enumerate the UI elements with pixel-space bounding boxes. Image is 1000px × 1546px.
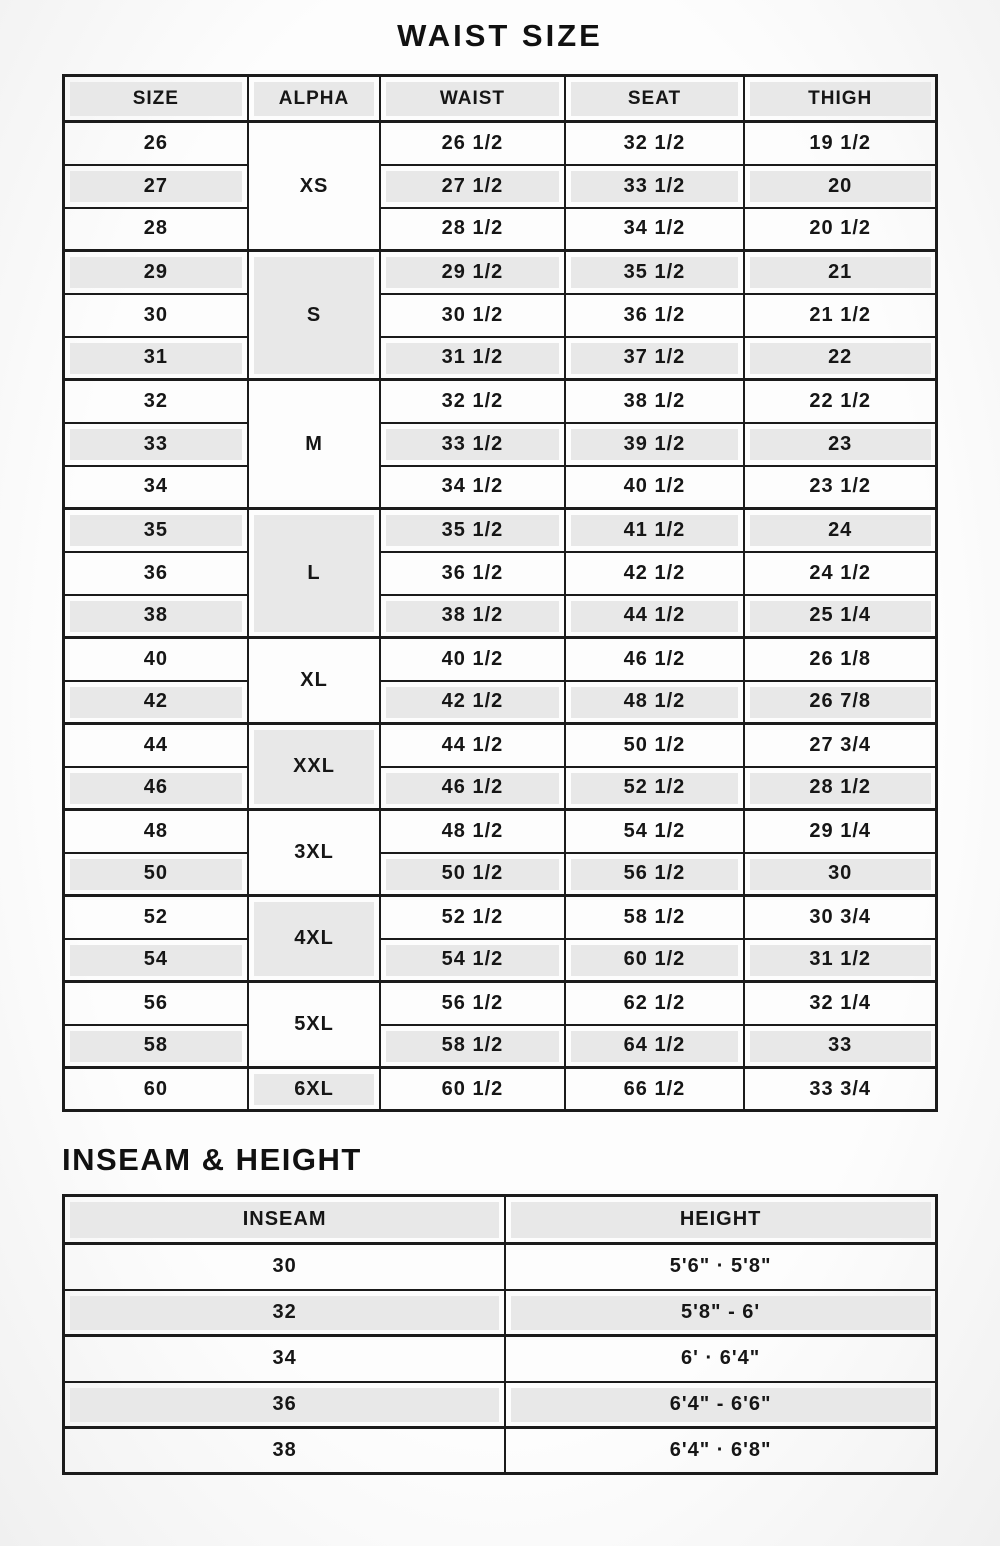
column-header-alpha: ALPHA (248, 76, 381, 122)
seat-cell: 46 1/2 (565, 638, 745, 681)
seat-cell: 60 1/2 (565, 939, 745, 982)
table-row (64, 939, 937, 982)
thigh-cell: 22 1/2 (744, 380, 936, 423)
waist-cell: 46 1/2 (380, 767, 564, 810)
table-row (64, 423, 937, 466)
seat-cell: 62 1/2 (565, 982, 745, 1025)
thigh-cell: 29 1/4 (744, 810, 936, 853)
size-cell: 44 (64, 724, 248, 767)
size-cell: 36 (64, 552, 248, 595)
alpha-cell: XS (248, 122, 381, 251)
thigh-cell: 20 (744, 165, 936, 208)
size-cell: 54 (64, 939, 248, 982)
thigh-cell: 24 1/2 (744, 552, 936, 595)
thigh-cell: 26 7/8 (744, 681, 936, 724)
thigh-cell: 21 1/2 (744, 294, 936, 337)
waist-cell: 33 1/2 (380, 423, 564, 466)
table-row (64, 1336, 937, 1382)
alpha-cell: L (248, 509, 381, 638)
height-cell: 6'4" - 6'6" (505, 1382, 936, 1428)
size-cell: 46 (64, 767, 248, 810)
table-row (64, 982, 937, 1025)
waist-cell: 54 1/2 (380, 939, 564, 982)
size-cell: 26 (64, 122, 248, 165)
seat-cell: 37 1/2 (565, 337, 745, 380)
table-row (64, 294, 937, 337)
column-header-seat: SEAT (565, 76, 745, 122)
table-row (64, 208, 937, 251)
size-cell: 30 (64, 294, 248, 337)
thigh-cell: 28 1/2 (744, 767, 936, 810)
waist-cell: 40 1/2 (380, 638, 564, 681)
table-row (64, 165, 937, 208)
table-row (64, 552, 937, 595)
thigh-cell: 32 1/4 (744, 982, 936, 1025)
size-cell: 34 (64, 466, 248, 509)
column-header-waist: WAIST (380, 76, 564, 122)
thigh-cell: 27 3/4 (744, 724, 936, 767)
waist-cell: 27 1/2 (380, 165, 564, 208)
column-header-height: HEIGHT (505, 1196, 936, 1244)
inseam-cell: 32 (64, 1290, 506, 1336)
alpha-cell: M (248, 380, 381, 509)
size-cell: 28 (64, 208, 248, 251)
table-row (64, 1244, 937, 1290)
inseam-cell: 36 (64, 1382, 506, 1428)
size-cell: 52 (64, 896, 248, 939)
seat-cell: 41 1/2 (565, 509, 745, 552)
table-row (64, 681, 937, 724)
column-header-thigh: THIGH (744, 76, 936, 122)
alpha-cell: 4XL (248, 896, 381, 982)
page-title: WAIST SIZE (397, 18, 603, 53)
table-row (64, 1025, 937, 1068)
table-row (64, 1382, 937, 1428)
size-cell: 27 (64, 165, 248, 208)
column-header-size: SIZE (64, 76, 248, 122)
waist-cell: 26 1/2 (380, 122, 564, 165)
seat-cell: 42 1/2 (565, 552, 745, 595)
table-row (64, 509, 937, 552)
thigh-cell: 25 1/4 (744, 595, 936, 638)
seat-cell: 34 1/2 (565, 208, 745, 251)
seat-cell: 35 1/2 (565, 251, 745, 294)
thigh-cell: 21 (744, 251, 936, 294)
thigh-cell: 33 (744, 1025, 936, 1068)
waist-table-header-row (64, 76, 937, 122)
table-row (64, 896, 937, 939)
waist-cell: 58 1/2 (380, 1025, 564, 1068)
alpha-cell: S (248, 251, 381, 380)
alpha-cell: 5XL (248, 982, 381, 1068)
waist-cell: 44 1/2 (380, 724, 564, 767)
thigh-cell: 26 1/8 (744, 638, 936, 681)
size-cell: 40 (64, 638, 248, 681)
thigh-cell: 19 1/2 (744, 122, 936, 165)
table-row (64, 810, 937, 853)
table-row (64, 1428, 937, 1474)
size-cell: 56 (64, 982, 248, 1025)
seat-cell: 33 1/2 (565, 165, 745, 208)
waist-cell: 29 1/2 (380, 251, 564, 294)
seat-cell: 48 1/2 (565, 681, 745, 724)
thigh-cell: 31 1/2 (744, 939, 936, 982)
table-row (64, 853, 937, 896)
table-row (64, 337, 937, 380)
inseam-height-table (62, 1194, 938, 1475)
alpha-cell: 3XL (248, 810, 381, 896)
inseam-cell: 38 (64, 1428, 506, 1474)
waist-cell: 42 1/2 (380, 681, 564, 724)
size-cell: 35 (64, 509, 248, 552)
inseam-cell: 34 (64, 1336, 506, 1382)
height-cell: 5'6" · 5'8" (505, 1244, 936, 1290)
waist-cell: 52 1/2 (380, 896, 564, 939)
thigh-cell: 20 1/2 (744, 208, 936, 251)
section-title-inseam-height: INSEAM & HEIGHT (62, 1142, 362, 1177)
size-cell: 38 (64, 595, 248, 638)
size-cell: 58 (64, 1025, 248, 1068)
seat-cell: 36 1/2 (565, 294, 745, 337)
inseam-table-header-row (64, 1196, 937, 1244)
waist-cell: 48 1/2 (380, 810, 564, 853)
waist-cell: 35 1/2 (380, 509, 564, 552)
thigh-cell: 30 (744, 853, 936, 896)
thigh-cell: 22 (744, 337, 936, 380)
seat-cell: 56 1/2 (565, 853, 745, 896)
thigh-cell: 33 3/4 (744, 1068, 936, 1111)
table-row (64, 595, 937, 638)
seat-cell: 32 1/2 (565, 122, 745, 165)
table-row (64, 1290, 937, 1336)
waist-cell: 56 1/2 (380, 982, 564, 1025)
seat-cell: 58 1/2 (565, 896, 745, 939)
waist-cell: 38 1/2 (380, 595, 564, 638)
waist-cell: 60 1/2 (380, 1068, 564, 1111)
table-row (64, 466, 937, 509)
seat-cell: 39 1/2 (565, 423, 745, 466)
alpha-cell: XL (248, 638, 381, 724)
waist-cell: 34 1/2 (380, 466, 564, 509)
seat-cell: 40 1/2 (565, 466, 745, 509)
size-cell: 60 (64, 1068, 248, 1111)
alpha-cell: XXL (248, 724, 381, 810)
waist-size-table (62, 74, 938, 1112)
size-cell: 48 (64, 810, 248, 853)
thigh-cell: 23 1/2 (744, 466, 936, 509)
size-cell: 31 (64, 337, 248, 380)
seat-cell: 38 1/2 (565, 380, 745, 423)
size-cell: 50 (64, 853, 248, 896)
table-row (64, 1068, 937, 1111)
waist-cell: 30 1/2 (380, 294, 564, 337)
seat-cell: 52 1/2 (565, 767, 745, 810)
table-row (64, 767, 937, 810)
thigh-cell: 30 3/4 (744, 896, 936, 939)
seat-cell: 50 1/2 (565, 724, 745, 767)
inseam-cell: 30 (64, 1244, 506, 1290)
size-cell: 29 (64, 251, 248, 294)
table-row (64, 122, 937, 165)
column-header-inseam: INSEAM (64, 1196, 506, 1244)
height-cell: 6'4" · 6'8" (505, 1428, 936, 1474)
seat-cell: 44 1/2 (565, 595, 745, 638)
waist-cell: 31 1/2 (380, 337, 564, 380)
table-row (64, 638, 937, 681)
height-cell: 5'8" - 6' (505, 1290, 936, 1336)
height-cell: 6' · 6'4" (505, 1336, 936, 1382)
table-row (64, 724, 937, 767)
seat-cell: 66 1/2 (565, 1068, 745, 1111)
thigh-cell: 24 (744, 509, 936, 552)
size-cell: 32 (64, 380, 248, 423)
size-cell: 42 (64, 681, 248, 724)
waist-cell: 36 1/2 (380, 552, 564, 595)
waist-cell: 32 1/2 (380, 380, 564, 423)
waist-cell: 28 1/2 (380, 208, 564, 251)
thigh-cell: 23 (744, 423, 936, 466)
seat-cell: 54 1/2 (565, 810, 745, 853)
size-cell: 33 (64, 423, 248, 466)
table-row (64, 251, 937, 294)
table-row (64, 380, 937, 423)
alpha-cell: 6XL (248, 1068, 381, 1111)
waist-cell: 50 1/2 (380, 853, 564, 896)
seat-cell: 64 1/2 (565, 1025, 745, 1068)
